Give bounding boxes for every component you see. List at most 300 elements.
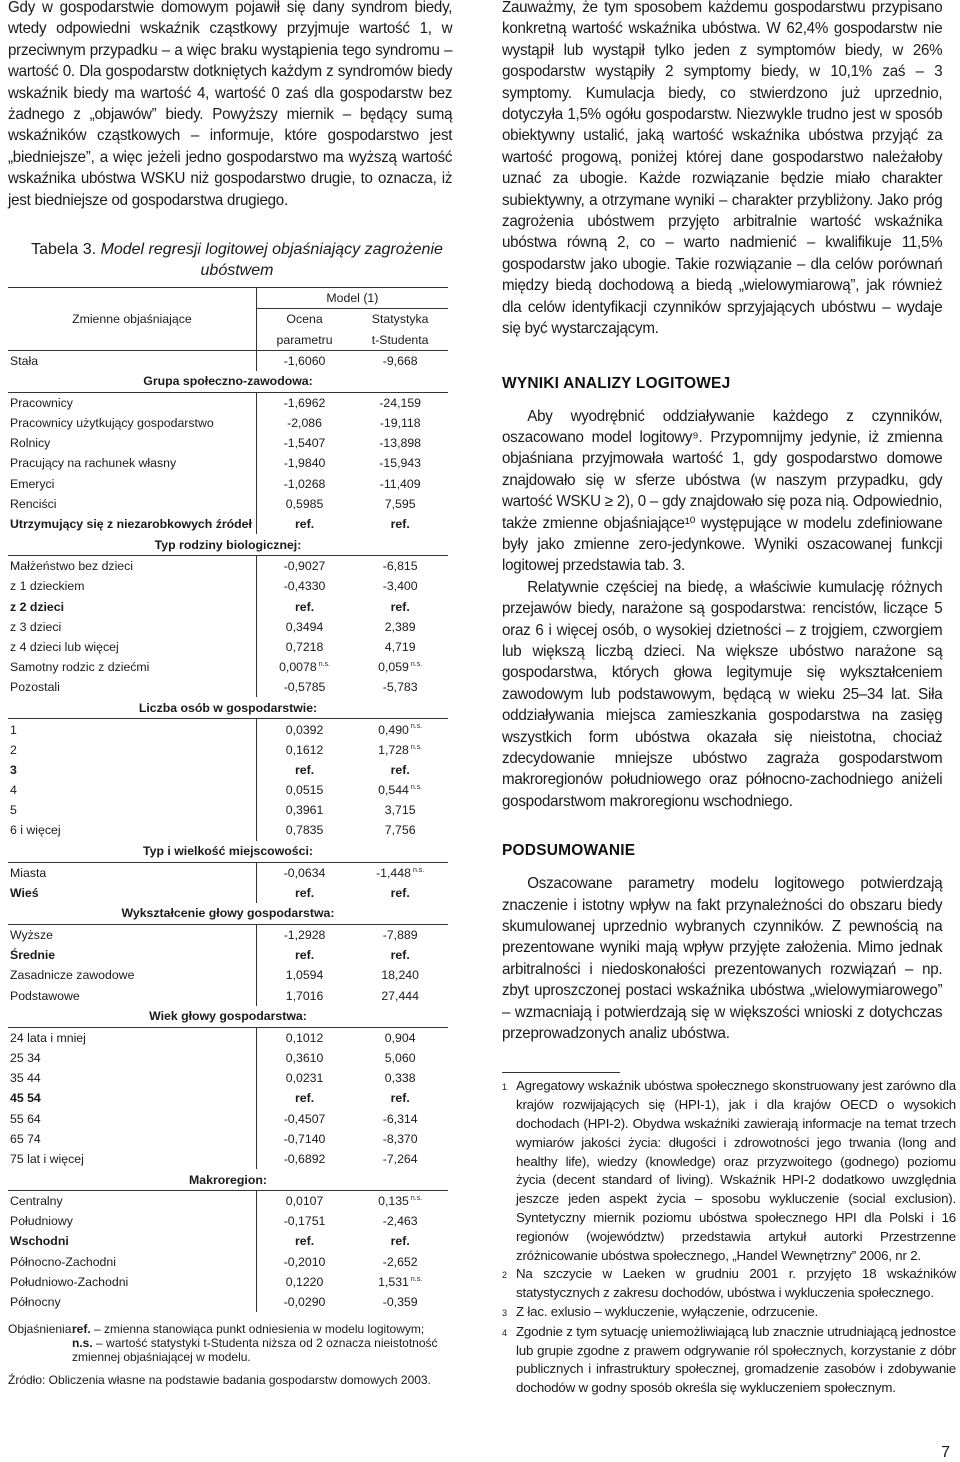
row-estimate [256, 945, 352, 965]
table-row [8, 637, 448, 657]
table-group-title: Liczba osób w gospodarstwie: [8, 697, 448, 719]
row-tstat [352, 1292, 448, 1312]
row-estimate [256, 1272, 352, 1292]
table-row [8, 677, 448, 697]
row-estimate [256, 433, 352, 453]
table-notes [8, 1322, 458, 1387]
table-row [8, 514, 448, 534]
estimate-value: -0,2010 [283, 1254, 326, 1269]
footnote-rule [502, 1072, 620, 1073]
col2-header-l2: t-Studenta [371, 332, 429, 347]
tstat-value: ref. [390, 762, 410, 777]
row-tstat [352, 1129, 448, 1149]
row-tstat [352, 1211, 448, 1231]
row-estimate [256, 1292, 352, 1312]
estimate-value: 0,0107 [285, 1194, 324, 1209]
row-estimate [256, 1231, 352, 1251]
tstat-value: -15,943 [379, 456, 422, 471]
table-group-title: Wiek głowy gospodarstwa: [8, 1006, 448, 1028]
tstat-value: -7,264 [382, 1151, 418, 1166]
row-estimate [256, 780, 352, 800]
tstat-value: -0,359 [382, 1295, 418, 1310]
tstat-value: -2,652 [382, 1254, 418, 1269]
row-label: Północno-Zachodni [8, 1252, 256, 1272]
row-label: 6 i więcej [8, 820, 256, 840]
estimate-value: -0,7140 [283, 1131, 326, 1146]
row-tstat [352, 1068, 448, 1088]
row-tstat [352, 433, 448, 453]
tstat-value: 3,715 [384, 803, 416, 818]
col2-header-l1: Statystyka [371, 312, 429, 327]
right-paragraph-3: Relatywnie częściej na biedę, a właściwie kumulację różnych przejawów biedy, narażone są gospodarstwa: rencistów, liczące 5 oraz 6 i więcej osób, o wysokiej dzietności – z trojgiem, czworgiem lub większą liczbą dzieci. Na większe ubóstwo narażone są gospodarstwa, których głowa legitymuje się wykształceniem zawodowym lub podstawowym, będącą w wieku 25–34 lat. Siła oddziaływania miejsca zamieszkania gospodarstwa na zasięg wszystkich form ubóstwa okazała się nieistotna, chociaż zdecydowanie mniejsze ubóstwo zagraża gospodarstwom makroregionów południowego oraz północno-zachodniego aniżeli gospodarstwom makroregionu wschodniego. [502, 578, 943, 810]
row-estimate [256, 597, 352, 617]
tstat-value: 5,060 [384, 1050, 416, 1065]
estimate-value: -1,2928 [283, 928, 326, 943]
row-tstat [352, 556, 448, 577]
row-estimate [256, 760, 352, 780]
ns-marker: n.s. [410, 784, 423, 791]
ns-marker: n.s. [410, 1195, 423, 1202]
row-label: Emeryci [8, 474, 256, 494]
table-row [8, 1211, 448, 1231]
row-tstat [352, 677, 448, 697]
row-label: Wschodni [8, 1231, 256, 1251]
row-estimate [256, 740, 352, 760]
row-tstat [352, 1048, 448, 1068]
row-label: 75 lat i więcej [8, 1149, 256, 1169]
row-estimate [256, 494, 352, 514]
tstat-value: 0,904 [384, 1030, 416, 1045]
row-tstat [352, 413, 448, 433]
table-row [8, 924, 448, 945]
row-label: Samotny rodzic z dziećmi [8, 657, 256, 677]
row-tstat [352, 474, 448, 494]
row-estimate [256, 617, 352, 637]
tstat-value: -11,409 [379, 476, 421, 491]
tstat-value: 7,595 [384, 496, 416, 511]
estimate-value: -0,4330 [283, 579, 326, 594]
tstat-value: -6,815 [382, 559, 418, 574]
table-row [8, 657, 448, 677]
table-row [8, 1292, 448, 1312]
row-tstat [352, 1108, 448, 1128]
footnote-number: 1 [502, 1082, 507, 1093]
footnote-text: Zgodnie z tym sytuację uniemożliwiającą lub znacznie utrudniającą jednostce lub grupie zgodne z prawem odgrywanie ról społecznych, korzystanie z dóbr publicznych i infrastruktury społecznej, gromadzenie zasobów i zdobywanie dochodów w godny sposób określa się wykluczeniem społecznym. [516, 1323, 956, 1396]
estimate-value: -1,9840 [283, 456, 326, 471]
tstat-value: 0,059 [378, 660, 409, 675]
row-tstat [352, 1027, 448, 1048]
note-ns-key: n.s. [72, 1336, 93, 1351]
footnotes [502, 1072, 956, 1398]
row-label: Średnie [8, 945, 256, 965]
row-label: 3 [8, 760, 256, 780]
table-row [8, 1191, 448, 1212]
heading-summary: PODSUMOWANIE [502, 842, 636, 860]
tstat-value: 4,719 [384, 639, 416, 654]
estimate-value: -0,4507 [283, 1111, 326, 1126]
estimate-value: 0,0515 [285, 783, 324, 798]
row-tstat [352, 965, 448, 985]
tstat-value: -8,370 [382, 1131, 418, 1146]
table-row [8, 1252, 448, 1272]
const-t: -9,668 [352, 350, 448, 371]
estimate-value: ref. [294, 948, 315, 963]
table-group-title: Grupa społeczno-zawodowa: [8, 371, 448, 393]
right-column [502, 0, 956, 1398]
estimate-value: 0,7835 [285, 823, 324, 838]
row-estimate [256, 883, 352, 903]
row-estimate [256, 1191, 352, 1212]
row-label: Małżeństwo bez dzieci [8, 556, 256, 577]
table-group-header [8, 903, 448, 925]
tstat-value: ref. [390, 948, 410, 963]
table-source: Źródło: Obliczenia własne na podstawie badania gospodarstw domowych 2003. [8, 1373, 431, 1388]
variables-header: Zmienne objaśniające [8, 288, 256, 351]
left-column [8, 0, 466, 1387]
estimate-value: -1,0268 [283, 476, 326, 491]
note-ref-key: ref. [72, 1322, 91, 1337]
estimate-value: ref. [294, 1091, 315, 1106]
row-label: 4 [8, 780, 256, 800]
col1-header-l2: parametru [276, 332, 333, 347]
note-ref-text: – zmienna stanowiąca punkt odniesienia w modelu logitowym; [94, 1322, 425, 1337]
estimate-value: 0,0231 [285, 1071, 324, 1086]
row-tstat [352, 597, 448, 617]
footnote-text: Z łac. exlusio – wykluczenie, wyłączenie, odrzucenie. [516, 1304, 819, 1320]
row-tstat [352, 862, 448, 883]
estimate-value: 0,7218 [285, 639, 324, 654]
row-tstat [352, 740, 448, 760]
row-label: Pracujący na rachunek własny [8, 453, 256, 473]
heading-logit-results: WYNIKI ANALIZY LOGITOWEJ [502, 374, 731, 392]
estimate-value: ref. [294, 885, 315, 900]
row-estimate [256, 719, 352, 740]
estimate-value: -1,6962 [283, 395, 326, 410]
row-tstat [352, 637, 448, 657]
table-row [8, 474, 448, 494]
ns-marker: n.s. [412, 866, 425, 874]
footnote-number: 4 [502, 1327, 507, 1338]
right-paragraph-2: Aby wyodrębnić oddziaływanie każdego z czynników, oszacowano model logitowy⁹. Przypomnijmy jedynie, iż zmienna objaśniana przyjmowała wartość 1, gdy gospodarstwo domowe znajdowało się w sferze ubóstwa (w naszym przypadku, gdy wartość WSKU ≥ 2), 0 – gdy znajdowało się poza nią. Odpowiednio, także zmienne objaśniające¹⁰ występujące w modelu zdefiniowane były jako zmienne zero-jedynkowe. Wyniki oszacowanej funkcji logitowej przedstawia tab. 3. [502, 407, 943, 575]
row-tstat [352, 657, 448, 677]
const-est: -1,6060 [256, 350, 352, 371]
estimate-value: ref. [294, 599, 315, 614]
table-row [8, 392, 448, 413]
row-estimate [256, 657, 352, 677]
row-tstat [352, 514, 448, 534]
row-tstat [352, 945, 448, 965]
footnote-text: Na szczycie w Laeken w grudniu 2001 r. przyjęto 18 wskaźników statystycznych z zakresu dochodów, ubóstwa i wykluczenia społecznego. [516, 1266, 956, 1301]
const-label: Stała [8, 350, 256, 371]
table-row [8, 883, 448, 903]
row-estimate [256, 576, 352, 596]
row-label: Zasadnicze zawodowe [8, 965, 256, 985]
notes-label: Objaśnienia: [8, 1322, 75, 1337]
row-label: 45 54 [8, 1088, 256, 1108]
row-tstat [352, 494, 448, 514]
tstat-value: -5,783 [382, 680, 418, 695]
row-tstat [352, 924, 448, 945]
table-row [8, 760, 448, 780]
tstat-value: ref. [390, 1091, 410, 1106]
row-estimate [256, 1048, 352, 1068]
table-row [8, 820, 448, 840]
tstat-value: ref. [390, 885, 410, 900]
row-label: z 3 dzieci [8, 617, 256, 637]
tstat-value: ref. [390, 599, 410, 614]
table-row [8, 945, 448, 965]
row-estimate [256, 1088, 352, 1108]
estimate-value: -0,6892 [283, 1151, 326, 1166]
row-tstat [352, 617, 448, 637]
row-label: z 2 dzieci [8, 597, 256, 617]
row-label: z 4 dzieci lub więcej [8, 637, 256, 657]
row-estimate [256, 514, 352, 534]
regression-table [8, 287, 448, 1312]
row-estimate [256, 1149, 352, 1169]
row-label: 1 [8, 719, 256, 740]
estimate-value: 0,1220 [285, 1274, 324, 1289]
tstat-value: -24,159 [379, 395, 422, 410]
row-label: Pracownicy użytkujący gospodarstwo [8, 413, 256, 433]
table-row [8, 965, 448, 985]
model-header: Model (1) [256, 288, 448, 309]
row-label: Południowo-Zachodni [8, 1272, 256, 1292]
row-estimate [256, 965, 352, 985]
row-estimate [256, 862, 352, 883]
row-tstat [352, 453, 448, 473]
note-ns-text: – wartość statystyki t-Studenta niższa od 2 oznacza nieistotność zmiennej objaśniającej w modelu. [72, 1336, 438, 1365]
tstat-value: 2,389 [384, 619, 416, 634]
tstat-value: -7,889 [382, 928, 418, 943]
row-tstat [352, 760, 448, 780]
ns-marker: n.s. [318, 661, 330, 669]
tstat-value: -1,448 [376, 865, 411, 880]
estimate-value: -0,9027 [283, 559, 326, 574]
table-row [8, 1108, 448, 1128]
row-estimate [256, 413, 352, 433]
row-label: 25 34 [8, 1048, 256, 1068]
estimate-value: 0,3494 [285, 619, 324, 634]
table-row [8, 719, 448, 740]
row-tstat [352, 1252, 448, 1272]
tstat-value: 0,544 [378, 783, 409, 798]
table-row [8, 862, 448, 883]
table-row [8, 433, 448, 453]
table-group-title: Wykształcenie głowy gospodarstwa: [8, 903, 448, 925]
row-label: 2 [8, 740, 256, 760]
page-number: 7 [941, 1444, 950, 1461]
row-label: Centralny [8, 1191, 256, 1212]
tstat-value: -2,463 [382, 1214, 418, 1229]
row-label: Rolnicy [8, 433, 256, 453]
row-label: Wyższe [8, 924, 256, 945]
row-estimate [256, 1027, 352, 1048]
row-label: 24 lata i mniej [8, 1027, 256, 1048]
row-label: Pozostali [8, 677, 256, 697]
table-group-header [8, 841, 448, 863]
table-row [8, 494, 448, 514]
ns-marker: n.s. [410, 743, 423, 751]
row-tstat [352, 392, 448, 413]
row-tstat [352, 576, 448, 596]
row-tstat [352, 1191, 448, 1212]
estimate-value: ref. [294, 517, 315, 532]
estimate-value: -2,086 [287, 416, 322, 431]
table-row [8, 1272, 448, 1292]
tstat-value: ref. [390, 1234, 410, 1249]
table-caption [8, 239, 466, 281]
footnote-text: Agregatowy wskaźnik ubóstwa społecznego skonstruowany jest zarówno dla krajów rozwijających się (HPI-1), jak i dla krajów OECD o wysokich dochodach (HPI-2). Obydwa wskaźniki zawierają informacje na temat trzech wymiarów jakości życia: długości i zdrowotności jego trwania (long and healthy life), wiedzy (knowledge) oraz przyzwoitego (godnego) poziomu życia (decent standard of living). Wskaźnik HPI-2 dodatkowo uwzględnia jeszcze jeden aspekt życia – sposobu wykluczenie (social exclusion). Syntetyczny miernik poziomu ubóstwa społecznego HPI dla Polski i 16 regionów (województw) przedstawia artykuł autorki Przestrzenne zróżnicowanie ubóstwa społecznego, „Handel Wewnętrzny” 2006, nr 2. [516, 1078, 956, 1263]
table-row [8, 986, 448, 1006]
table-row [8, 556, 448, 577]
row-tstat [352, 719, 448, 740]
row-estimate [256, 637, 352, 657]
row-label: 5 [8, 800, 256, 820]
row-estimate [256, 453, 352, 473]
table-row [8, 597, 448, 617]
table-group-header [8, 697, 448, 719]
table-row [8, 453, 448, 473]
row-tstat [352, 820, 448, 840]
table-group-title: Typ rodziny biologicznej: [8, 534, 448, 556]
tstat-value: 18,240 [381, 968, 419, 983]
row-estimate [256, 1068, 352, 1088]
tstat-value: 0,490 [378, 722, 409, 737]
table-row [8, 780, 448, 800]
row-estimate [256, 924, 352, 945]
right-paragraph-4: Oszacowane parametry modelu logitowego potwierdzają znaczenie i istotny wpływ na fakt przynależności do obszaru biedy skumulowanej uprzednio wybranych czynników. Z pewnością na prezentowane wyniki mają wpływ przyjęte założenia. Mimo jednak arbitralności i niedoskonałości prezentowanych rozwiązań – np. zbyt uproszczonej postaci wskaźnika ubóstwa „wielowymiarowego” – wzmacniają i potwierdzają się w większości wnioski z dotychczas przeprowadzonych analiz ubóstwa. [502, 875, 943, 1043]
estimate-value: 0,1612 [285, 742, 324, 757]
row-tstat [352, 986, 448, 1006]
estimate-value: 1,0594 [285, 968, 324, 983]
table-row [8, 617, 448, 637]
row-tstat [352, 780, 448, 800]
tstat-value: -13,898 [379, 436, 422, 451]
row-label: Renciści [8, 494, 256, 514]
estimate-value: -0,0634 [283, 865, 326, 880]
row-label: Północny [8, 1292, 256, 1312]
row-estimate [256, 1129, 352, 1149]
estimate-value: -0,0290 [283, 1295, 326, 1310]
table-group-header [8, 1006, 448, 1028]
row-estimate [256, 474, 352, 494]
table-group-header [8, 1169, 448, 1191]
tstat-value: 0,338 [384, 1071, 416, 1086]
ns-marker: n.s. [410, 1275, 423, 1283]
estimate-value: ref. [294, 762, 315, 777]
table-row [8, 1048, 448, 1068]
table-caption-title: Model regresji logitowej objaśniający zagrożenie ubóstwem [100, 241, 443, 280]
row-tstat [352, 1231, 448, 1251]
row-estimate [256, 1108, 352, 1128]
estimate-value: ref. [294, 1234, 315, 1249]
row-estimate [256, 556, 352, 577]
tstat-value: 7,756 [384, 823, 416, 838]
right-paragraph-1: Zauważmy, że tym sposobem każdemu gospodarstwu przypisano konkretną wartość wskaźnika ubóstwa. W 62,4% gospodarstw nie wystąpił lub wystąpił tylko jeden z symptomów biedy, w 26% gospodarstw wystąpiły 2 symptomy biedy, w 10,1% zaś – 3 symptomy. Kumulacja biedy, co stwierdzono już uprzednio, dotyczyła 1,5% ogółu gospodarstw. Niezwykle trudno jest w sposób obiektywny ustalić, jaką wartość wskaźnika ubóstwa przyjąć za wartość progową, poniżej której dane gospodarstwo należałoby uznać za ubogie. Każde rozwiązanie będzie miało charakter subiektywny, a otrzymane wyniki – charakter przybliżony. Jako próg zagrożenia ubóstwem przyjęto arbitralnie wartość wskaźnika ubóstwa równą 2, co – warto nadmienić – kwalifikuje 11,5% gospodarstw jako ubogie. Takie rozwiązanie – dla celów porównań między biedą dochodową a biedą „wielowymiarową”, jak również dla celów identyfikacji czynników sprzyjających ubóstwu – wydaje się być wystarczającym. [502, 0, 943, 338]
tstat-value: 1,728 [378, 742, 409, 757]
ns-marker: n.s. [410, 723, 423, 731]
tstat-value: -3,400 [382, 579, 418, 594]
estimate-value: 0,0392 [285, 722, 324, 737]
row-estimate [256, 986, 352, 1006]
estimate-value: -0,1751 [283, 1214, 326, 1229]
row-label: Miasta [8, 862, 256, 883]
row-label: Południowy [8, 1211, 256, 1231]
estimate-value: 0,1012 [285, 1030, 324, 1045]
row-estimate [256, 1252, 352, 1272]
footnote [502, 1323, 956, 1398]
table-row [8, 740, 448, 760]
tstat-value: 1,531 [378, 1274, 409, 1289]
footnote-number: 2 [502, 1270, 507, 1281]
intro-paragraph: Gdy w gospodarstwie domowym pojawił się dany syndrom biedy, wtedy odpowiedni wskaźnik cząstkowy przyjmuje wartość 1, w przeciwnym przypadku – a więc braku wystąpienia tego syndromu – wartość 0. Dla gospodarstw dotkniętych każdym z syndromów biedy wskaźnik biedy ma wartość 4, wartość 0 zaś dla gospodarstw bez żadnego z „objawów” biedy. Powyższy miernik – będący sumą wskaźników cząstkowych – informuje, które gospodarstwo jest „biedniejsze”, a więc jeżeli jedno gospodarstwo ma wyższą wartość wskaźnika ubóstwa WSKU niż gospodarstwo drugie, to oznacza, iż jest biedniejsze od gospodarstwa drugiego. [8, 0, 453, 209]
table-caption-prefix: Tabela 3. [31, 241, 97, 259]
table-row [8, 1231, 448, 1251]
estimate-value: 0,0078 [279, 660, 317, 675]
table-group-title: Makroregion: [8, 1169, 448, 1191]
col1-header-l1: Ocena [286, 312, 323, 327]
table-row [8, 1027, 448, 1048]
footnote-number: 3 [502, 1308, 507, 1319]
tstat-value: 27,444 [381, 988, 419, 1003]
row-label: 55 64 [8, 1108, 256, 1128]
row-label: 65 74 [8, 1129, 256, 1149]
footnote [502, 1077, 956, 1265]
ns-marker: n.s. [410, 661, 423, 669]
estimate-value: 0,3961 [285, 803, 324, 818]
estimate-value: 0,5985 [285, 496, 324, 511]
table-group-header [8, 371, 448, 393]
table-row [8, 576, 448, 596]
row-estimate [256, 1211, 352, 1231]
estimate-value: 0,3610 [285, 1050, 324, 1065]
footnote [502, 1303, 956, 1323]
table-row [8, 1088, 448, 1108]
row-tstat [352, 1149, 448, 1169]
row-estimate [256, 677, 352, 697]
row-tstat [352, 883, 448, 903]
row-label: z 1 dzieckiem [8, 576, 256, 596]
table-row [8, 1149, 448, 1169]
row-label: Pracownicy [8, 392, 256, 413]
table-row [8, 1068, 448, 1088]
row-label: Podstawowe [8, 986, 256, 1006]
estimate-value: -1,5407 [283, 436, 326, 451]
row-tstat [352, 800, 448, 820]
row-label: Utrzymujący się z niezarobkowych źródeł [8, 514, 256, 534]
table-group-header [8, 534, 448, 556]
table-row [8, 800, 448, 820]
row-estimate [256, 800, 352, 820]
tstat-value: ref. [390, 517, 410, 532]
estimate-value: -0,5785 [283, 680, 326, 695]
row-label: 35 44 [8, 1068, 256, 1088]
footnote [502, 1265, 956, 1303]
estimate-value: 1,7016 [285, 988, 324, 1003]
row-label: Wieś [8, 883, 256, 903]
table-row [8, 1129, 448, 1149]
row-tstat [352, 1272, 448, 1292]
table-row [8, 413, 448, 433]
row-estimate [256, 820, 352, 840]
row-tstat [352, 1088, 448, 1108]
tstat-value: -6,314 [382, 1111, 418, 1126]
row-estimate [256, 392, 352, 413]
tstat-value: -19,118 [379, 416, 421, 431]
table-group-title: Typ i wielkość miejscowości: [8, 841, 448, 863]
tstat-value: 0,135 [378, 1194, 409, 1209]
